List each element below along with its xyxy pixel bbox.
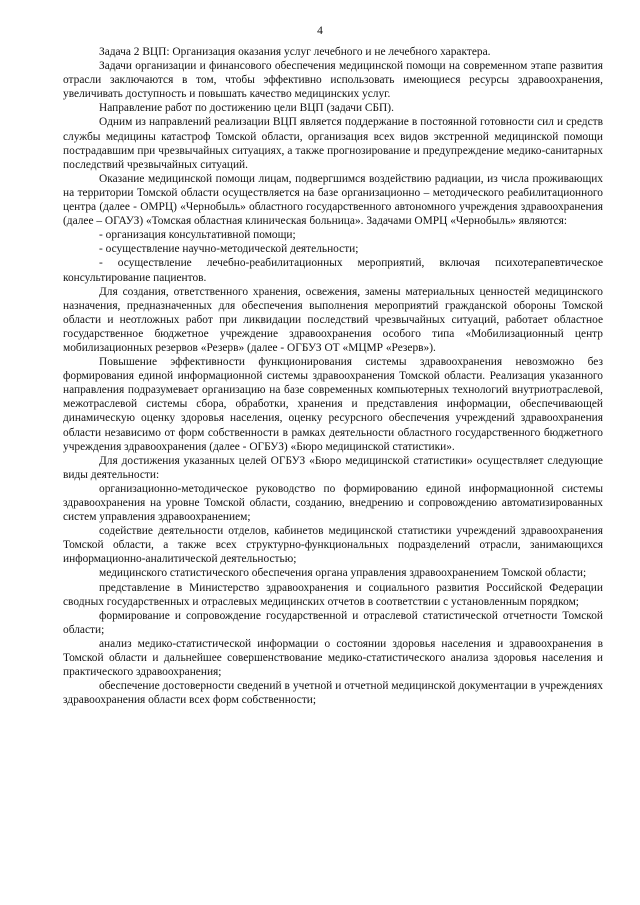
list-item-rehabilitation: - осуществление лечебно-реабилитационных мероприятий, включая психотерапевтическое консультирование пациентов.	[63, 257, 603, 284]
paragraph-financing-tasks: Задачи организации и финансового обеспечения медицинской помощи на современном этапе развития отрасли заключаются в том, чтобы эффективно использовать имеющиеся ресурсы здравоохранения, увеличивать доступность и повышать качество медицинских услуг.	[63, 60, 603, 101]
list-item-ministry-reports: представление в Министерство здравоохранения и социального развития Российской Федерации сводных государственных и отраслевых медицинских отчетов в соответствии с установленным порядком;	[63, 581, 603, 608]
list-item-data-accuracy: обеспечение достоверности сведений в учетной и отчетной медицинской документации в учреждениях здравоохранения области всех форм собственности;	[63, 680, 603, 707]
list-item-reporting: формирование и сопровождение государственной и отраслевой статистической отчетности Томской области;	[63, 609, 603, 636]
paragraph-activities-intro: Для достижения указанных целей ОГБУЗ «Бюро медицинской статистики» осуществляет следующие виды деятельности:	[63, 454, 603, 481]
list-item-statistical-support: медицинского статистического обеспечения органа управления здравоохранением Томской области;	[99, 567, 587, 580]
paragraph-task-2: Задача 2 ВЦП: Организация оказания услуг лечебного и не лечебного характера.	[99, 46, 491, 58]
paragraph-direction-heading: Направление работ по достижению цели ВЦП (задачи СБП).	[99, 102, 394, 115]
list-item-methodology: - осуществление научно-методической деятельности;	[99, 243, 359, 256]
paragraph-information-system: Повышение эффективности функционирования системы здравоохранения невозможно без формирования единой информационной системы здравоохранения Томской области. Реализация указанного направления подразумевает организацию на базе современных компьютерных технологий внутриотраслевой, межотраслевой системы сбора, обработки, хранения и представления информации, обеспечивающей динамическую оценку здоровья населения, оценку ресурсного обеспечения учреждений здравоохранения области независимо от форм собственности в рамках деятельности областного государственного бюджетного учреждения здравоохранения (далее - ОГБУЗ) «Бюро медицинской статистики».	[63, 356, 603, 453]
document-body	[63, 45, 603, 707]
list-item-analysis: анализ медико-статистической информации о состоянии здоровья населения и здравоохранения в Томской области и дальнейшее совершенствование медико-статистического анализа здоровья населения и практического здравоохранения;	[63, 637, 603, 679]
list-item-org-guidance: организационно-методическое руководство по формированию единой информационной системы здравоохранения на уровне Томской области, созданию, внедрению и сопровождению автоматизированных систем управления здравоохранением;	[63, 482, 603, 524]
paragraph-disaster-medicine: Одним из направлений реализации ВЦП является поддержание в постоянной готовности сил и средств службы медицины катастроф Томской области, организация всех видов экстренной медицинской помощи пострадавшим при чрезвычайных ситуациях, а также прогнозирование и предупреждение медико-санитарных последствий чрезвычайных ситуаций.	[63, 116, 603, 171]
list-item-statistics-offices: содействие деятельности отделов, кабинетов медицинской статистики учреждений здравоохранения Томской области, а также всех структурно-функциональных подразделений отрасли, занимающихся информационно-аналитической деятельностью;	[63, 525, 603, 566]
list-item-consulting: - организация консультативной помощи;	[99, 229, 296, 242]
paragraph-reserve-center: Для создания, ответственного хранения, освежения, замены материальных ценностей медицинского назначения, предназначенных для обеспечения выполнения мероприятий гражданской обороны Томской области и неотложных работ при ликвидации последствий чрезвычайных ситуаций, работает областное государственное бюджетное учреждение здравоохранения особого типа «Мобилизационный центр мобилизационных резервов «Резерв» (далее - ОГБУЗ ОТ «МЦМР «Резерв»).	[63, 285, 603, 354]
paragraph-radiation-care: Оказание медицинской помощи лицам, подвергшимся воздействию радиации, из числа проживающих на территории Томской области осуществляется на базе организационно – методического реабилитационного центра (далее - ОМРЦ) «Чернобыль» областного государственного автономного учреждения здравоохранения (далее – ОГАУЗ) «Томская областная клиническая больница». Задачами ОМРЦ «Чернобыль» являются:	[63, 172, 603, 228]
page-number: 4	[317, 25, 323, 37]
